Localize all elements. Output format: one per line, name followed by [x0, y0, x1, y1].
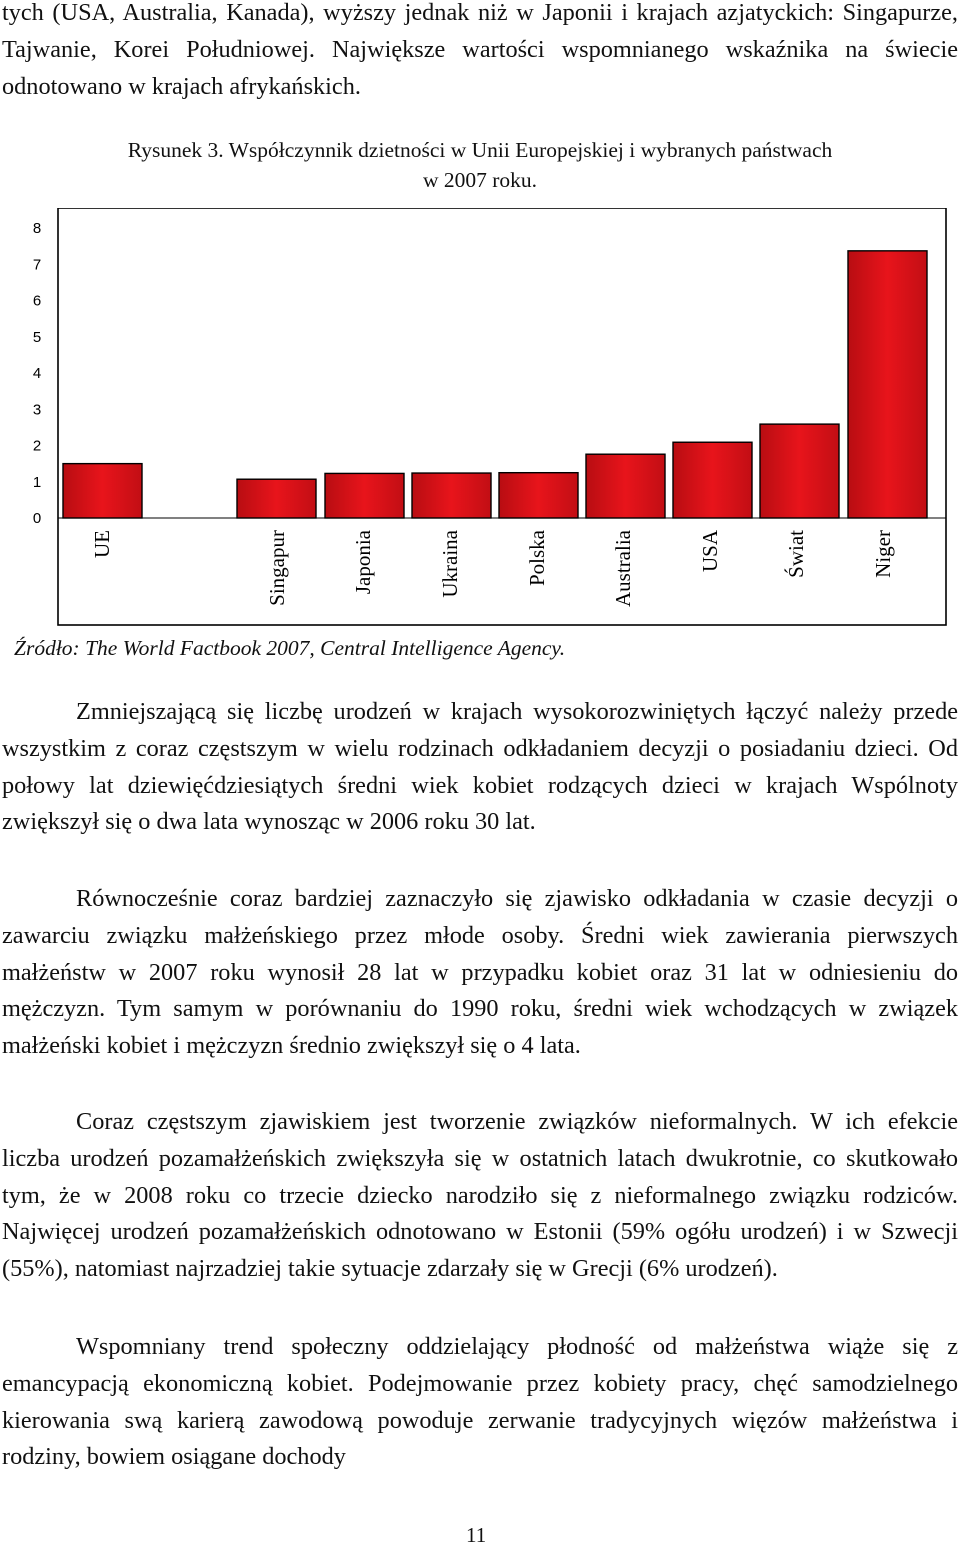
page-number: 11	[466, 1523, 487, 1547]
figure-source: Źródło: The World Factbook 2007, Central Intelligence Agency.	[14, 636, 566, 660]
intro-paragraph: tych (USA, Australia, Kanada), wyższy jednak niż w Japonii i krajach azjatyckich: Singapurze, Tajwanie, Korei Południowej. Największe wartości wspomnianego wskaźnika na świecie odnotowano w krajach afrykańskich.	[2, 0, 958, 100]
bar	[848, 251, 927, 518]
y-tick-label: 7	[32, 256, 42, 274]
y-tick-label: 5	[32, 328, 42, 346]
x-category-label: Australia	[610, 530, 635, 607]
x-category-label: Świat	[783, 530, 808, 578]
bars-group	[63, 251, 927, 518]
bar	[760, 424, 839, 518]
x-category-label: Polska	[524, 530, 549, 587]
x-category-label: Niger	[870, 530, 895, 578]
x-axis-labels	[90, 529, 895, 607]
y-tick-label: 8	[32, 220, 42, 237]
bar	[499, 473, 578, 518]
plot-area-border	[58, 208, 946, 625]
x-category-label: Japonia	[350, 530, 375, 595]
y-tick-label: 4	[32, 365, 42, 382]
x-category-label: USA	[697, 530, 722, 573]
y-tick-label: 0	[32, 510, 42, 527]
y-axis	[33, 220, 41, 527]
figure-caption-line2: w 2007 roku.	[422, 168, 538, 192]
x-category-label: UE	[89, 530, 114, 558]
y-tick-label: 2	[32, 437, 42, 455]
chart-svg	[0, 208, 947, 626]
bar	[325, 473, 404, 518]
figure-caption	[30, 135, 930, 195]
bar	[673, 442, 752, 518]
bar	[586, 454, 665, 518]
body-paragraph-3: Coraz częstszym zjawiskiem jest tworzenie związków nieformalnych. W ich efekcie liczba urodzeń pozamałżeńskich zwiększyła się w ostatnich latach dwukrotnie, co skutkowało tym, że w 2008 roku co trzecie dziecko narodziło się z nieformalnego związku rodziców. Najwięcej urodzeń pozamałżeńskich odnotowano w Estonii (59% ogółu urodzeń) i w Szwecji (55%), natomiast najrzadziej takie sytuacje zdarzały się w Grecji (6% urodzeń).	[2, 1108, 958, 1283]
y-tick-label: 3	[32, 401, 42, 419]
body-paragraph-2: Równocześnie coraz bardziej zaznaczyło się zjawisko odkładania w czasie decyzji o zawarciu związku małżeńskiego przez młode osoby. Średni wiek zawierania pierwszych małżeństw w 2007 roku wynosił 28 lat w przypadku kobiet oraz 31 lat w odniesieniu do mężczyzn. Tym samym w porównaniu do 1990 roku, średni wiek wchodzących w związek małżeński kobiet i mężczyzn średnio zwiększył się o 4 lata.	[2, 885, 958, 1060]
body-paragraph-1: Zmniejszającą się liczbę urodzeń w krajach wysokorozwiniętych łączyć należy przede wszystkim z coraz częstszym w wielu rodzinach odkładaniem decyzji o posiadaniu dzieci. Od połowy lat dziewięćdziesiątych średni wiek kobiet rodzących dzieci w krajach Wspólnoty zwiększył się o dwa lata wynosząc w 2006 roku 30 lat.	[2, 698, 958, 836]
y-tick-label: 1	[32, 473, 42, 491]
fertility-bar-chart	[0, 208, 947, 626]
figure-caption-line1: Rysunek 3. Współczynnik dzietności w Unii Europejskiej i wybranych państwach	[127, 138, 833, 162]
body-paragraph-4: Wspomniany trend społeczny oddzielający płodność od małżeństwa wiąże się z emancypacją ekonomiczną kobiet. Podejmowanie przez kobiety pracy, chęć samodzielnego kierowania swą karierą zawodową powoduje zerwanie tradycyjnych więzów małżeństwa i rodziny, bowiem osiągane dochody	[2, 1333, 958, 1471]
bar	[63, 464, 142, 518]
bar	[412, 473, 491, 518]
bar	[237, 479, 316, 518]
y-tick-label: 6	[32, 292, 42, 310]
x-category-label: Ukraina	[437, 530, 462, 598]
x-category-label: Singapur	[264, 530, 289, 606]
